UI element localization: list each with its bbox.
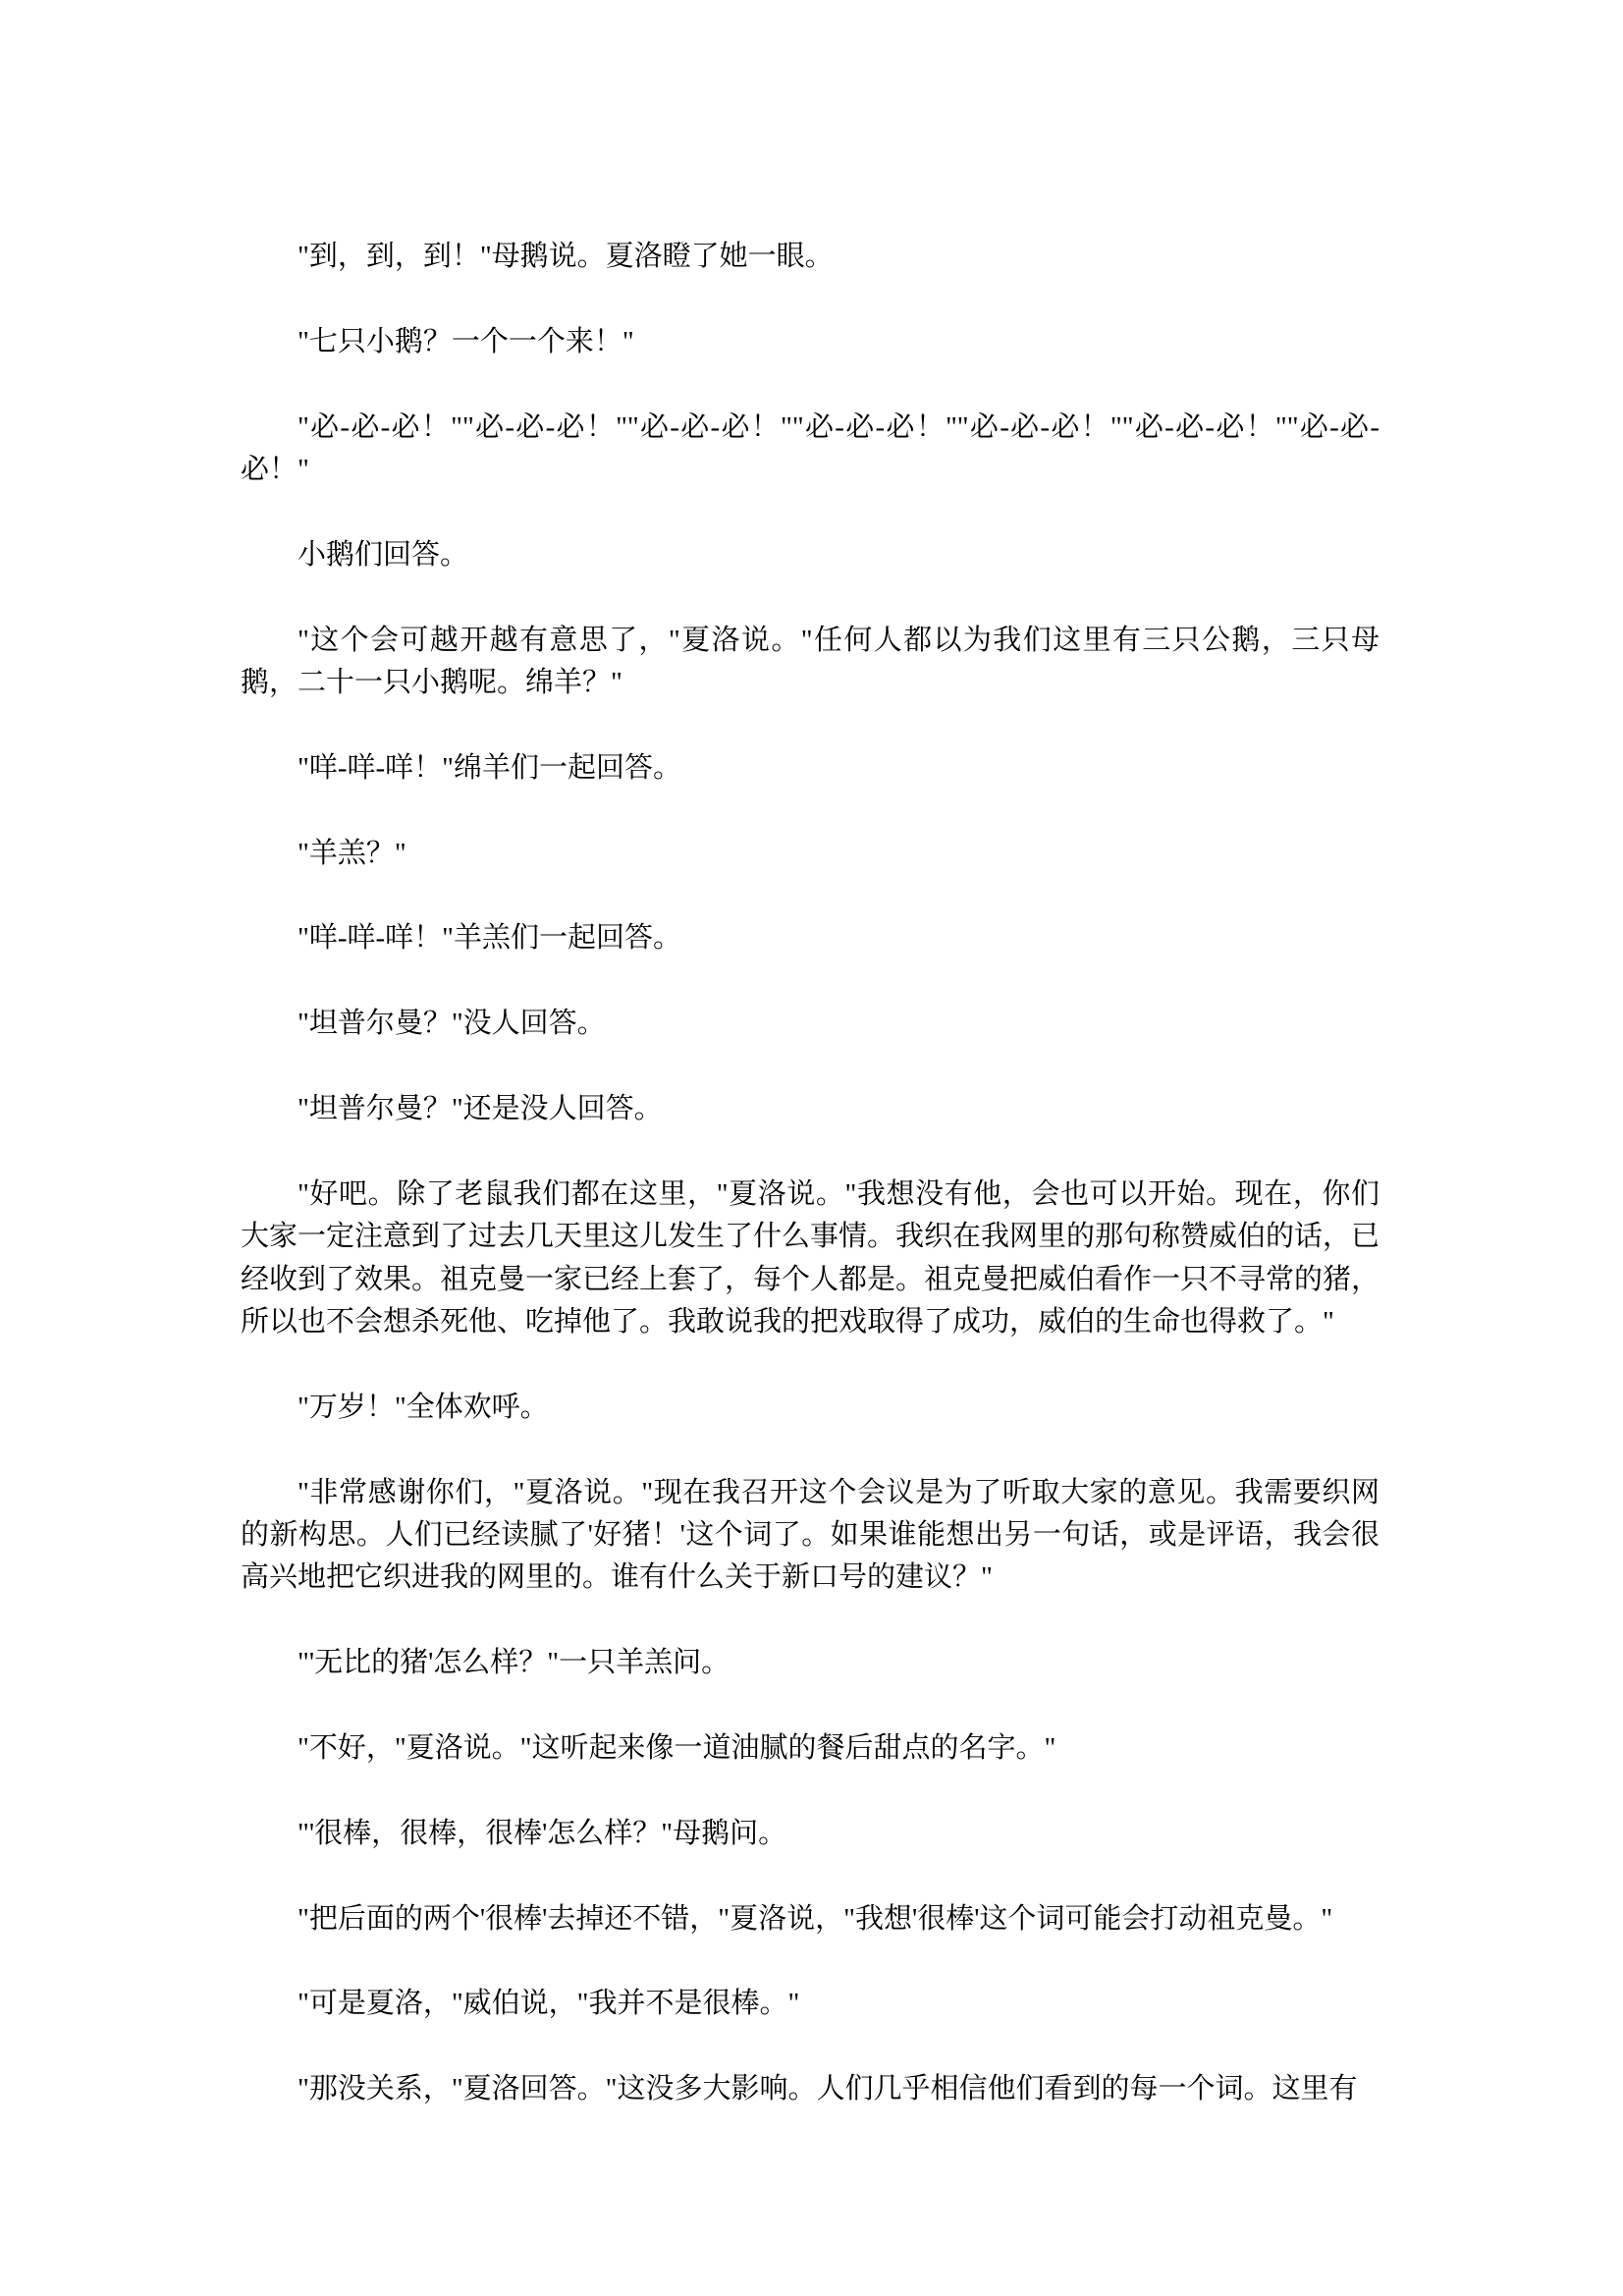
- paragraph: "非常感谢你们，"夏洛说。"现在我召开这个会议是为了听取大家的意见。我需要织网的新构思。人们已经读腻了'好猪！'这个词了。如果谁能想出另一句话，或是评语，我会很高兴地把它织进我的网里的。谁有什么关于新口号的建议？": [241, 1476, 1380, 1594]
- paragraph: "'无比的猪'怎么样？"一只羊羔问。: [298, 1647, 730, 1679]
- paragraph: "咩-咩-咩！"羊羔们一起回答。: [298, 922, 681, 955]
- paragraph: "可是夏洛，"威伯说，"我并不是很棒。": [298, 1988, 800, 2020]
- paragraph: "必-必-必！""必-必-必！""必-必-必！""必-必-必！""必-必-必！""必-必-必！""必-必-必！": [241, 410, 1380, 485]
- paragraph: "那没关系，"夏洛回答。"这没多大影响。人们几乎相信他们看到的每一个词。这里有: [298, 2073, 1358, 2105]
- paragraph: "'很棒，很棒，很棒'怎么样？"母鹅问。: [298, 1817, 787, 1849]
- paragraph: "这个会可越开越有意思了，"夏洛说。"任何人都以为我们这里有三只公鹅，三只母鹅，二十一只小鹅呢。绵羊？": [241, 624, 1380, 698]
- paragraph-container: [241, 236, 1380, 2111]
- paragraph: "羊羔？": [298, 837, 406, 869]
- paragraph: "万岁！"全体欢呼。: [298, 1391, 549, 1423]
- paragraph: 小鹅们回答。: [298, 538, 469, 571]
- paragraph: "到，到，到！"母鹅说。夏洛瞪了她一眼。: [298, 241, 834, 272]
- paragraph: "不好，"夏洛说。"这听起来像一道油腻的餐后甜点的名字。": [298, 1732, 1056, 1764]
- paragraph: "七只小鹅？一个一个来！": [298, 325, 634, 357]
- paragraph: "好吧。除了老鼠我们都在这里，"夏洛说。"我想没有他，会也可以开始。现在，你们大家一定注意到了过去几天里这儿发生了什么事情。我织在我网里的那句称赞威伯的话，已经收到了效果。祖克曼一家已经上套了，每个人都是。祖克曼把威伯看作一只不寻常的猪，所以也不会想杀死他、吃掉他了。我敢说我的把戏取得了成功，威伯的生命也得救了。": [241, 1177, 1380, 1338]
- paragraph: "把后面的两个'很棒'去掉还不错，"夏洛说，"我想'很棒'这个词可能会打动祖克曼。": [298, 1902, 1333, 1935]
- paragraph: "坦普尔曼？"还是没人回答。: [298, 1092, 663, 1124]
- paragraph: "咩-咩-咩！"绵羊们一起回答。: [298, 751, 681, 784]
- paragraph: "坦普尔曼？"没人回答。: [298, 1008, 606, 1040]
